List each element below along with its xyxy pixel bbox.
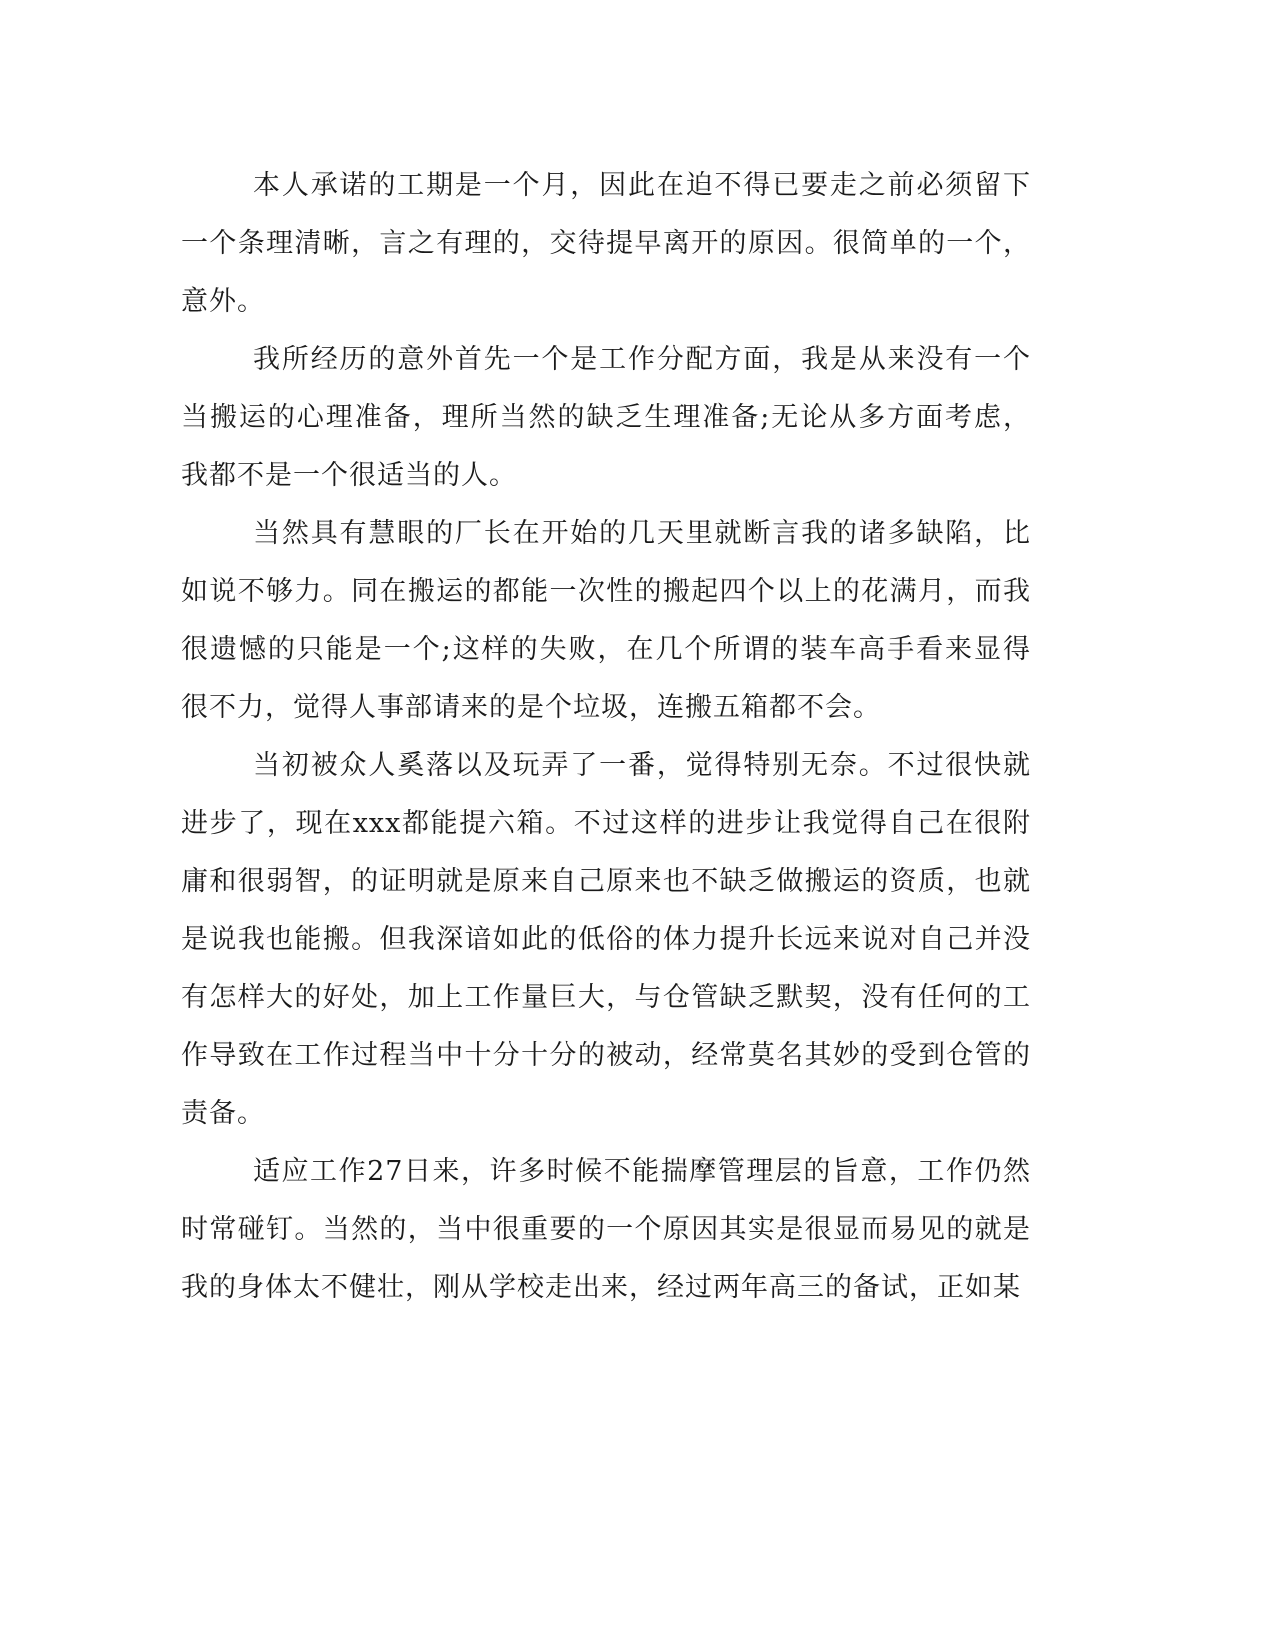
paragraph-1: 本人承诺的工期是一个月，因此在迫不得已要走之前必须留下一个条理清晰，言之有理的，交待提早离开的原因。很简单的一个，意外。 <box>181 170 1031 317</box>
paragraph-5: 适应工作27日来，许多时候不能揣摩管理层的旨意，工作仍然时常碰钉。当然的，当中很重要的一个原因其实是很显而易见的就是我的身体太不健壮，刚从学校走出来，经过两年高三的备试，正如某 <box>181 1156 1031 1303</box>
paragraph-2: 我所经历的意外首先一个是工作分配方面，我是从来没有一个当搬运的心理准备，理所当然的缺乏生理准备;无论从多方面考虑，我都不是一个很适当的人。 <box>181 344 1031 491</box>
document-body <box>181 157 1031 1317</box>
paragraph-4: 当初被众人奚落以及玩弄了一番，觉得特别无奈。不过很快就进步了，现在xxx都能提六箱。不过这样的进步让我觉得自己在很附庸和很弱智，的证明就是原来自己原来也不缺乏做搬运的资质，也就是说我也能搬。但我深谙如此的低俗的体力提升长远来说对自己并没有怎样大的好处，加上工作量巨大，与仓管缺乏默契，没有任何的工作导致在工作过程当中十分十分的被动，经常莫名其妙的受到仓管的责备。 <box>181 750 1031 1129</box>
paragraph-3: 当然具有慧眼的厂长在开始的几天里就断言我的诸多缺陷，比如说不够力。同在搬运的都能一次性的搬起四个以上的花满月，而我很遗憾的只能是一个;这样的失败，在几个所谓的装车高手看来显得很不力，觉得人事部请来的是个垃圾，连搬五箱都不会。 <box>181 518 1031 723</box>
